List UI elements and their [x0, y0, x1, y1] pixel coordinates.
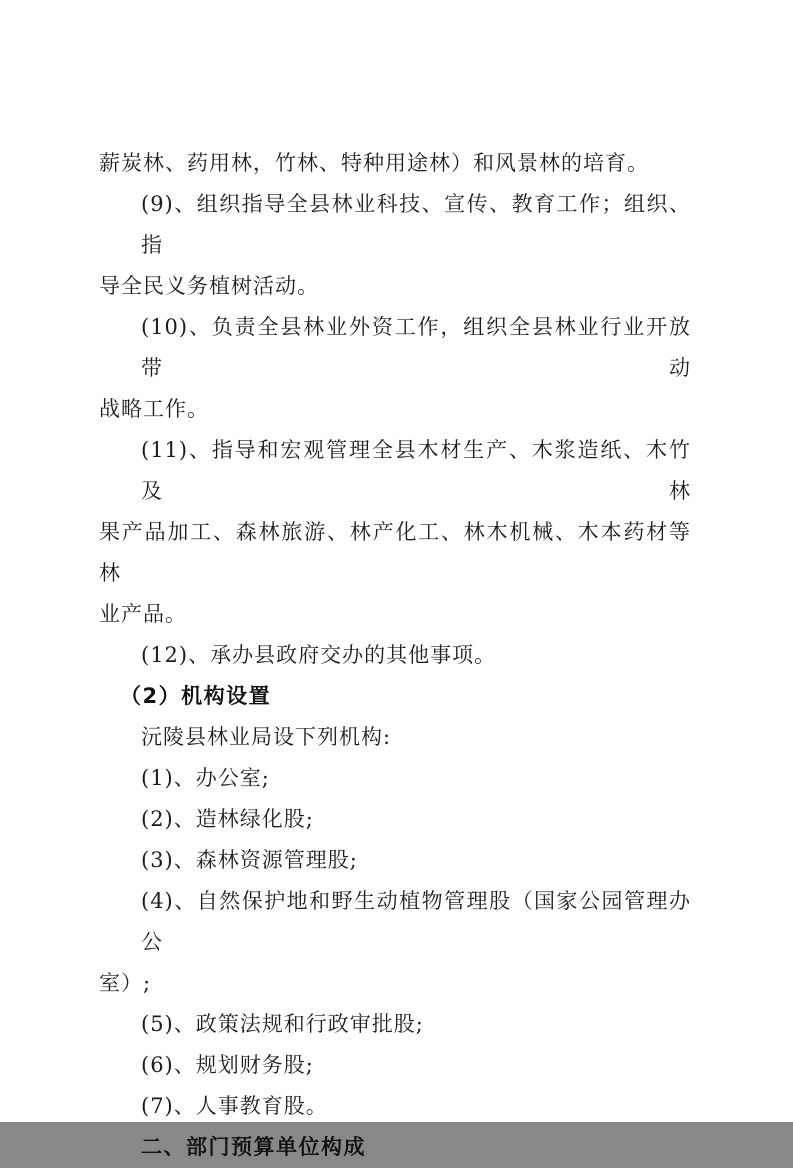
text-line: (9)、组织指导全县林业科技、宣传、教育工作；组织、指	[141, 192, 691, 257]
text-line: (5)、政策法规和行政审批股;	[141, 1012, 424, 1036]
text-line: (6)、规划财务股;	[141, 1053, 314, 1077]
document-content	[99, 143, 691, 1168]
text-line: (11)、指导和宏观管理全县木材生产、木浆造纸、木竹及林	[141, 438, 691, 503]
text-line: 薪炭林、药用林，竹林、特种用途林）和风景林的培育。	[99, 151, 649, 175]
text-line: (12)、承办县政府交办的其他事项。	[141, 643, 497, 667]
text-line: (10)、负责全县林业外资工作，组织全县林业行业开放带动	[141, 315, 691, 380]
section-heading: 二、部门预算单位构成	[141, 1135, 366, 1159]
text-line: (2)、造林绿化股;	[141, 807, 314, 831]
text-line: (7)、人事教育股。	[141, 1094, 328, 1118]
text-line: 导全民义务植树活动。	[99, 274, 319, 298]
text-line: (1)、办公室;	[141, 766, 270, 790]
text-line: (3)、森林资源管理股;	[141, 848, 358, 872]
section-heading: （2）机构设置	[120, 684, 272, 708]
text-line: 战略工作。	[99, 397, 209, 421]
text-line: 果产品加工、森林旅游、林产化工、林木机械、木本药材等林	[99, 520, 691, 585]
text-line: 室）;	[99, 971, 152, 995]
text-line: (4)、自然保护地和野生动植物管理股（国家公园管理办公	[141, 889, 691, 954]
text-line: 沅陵县林业局设下列机构:	[141, 725, 392, 749]
text-line: 业产品。	[99, 602, 187, 626]
